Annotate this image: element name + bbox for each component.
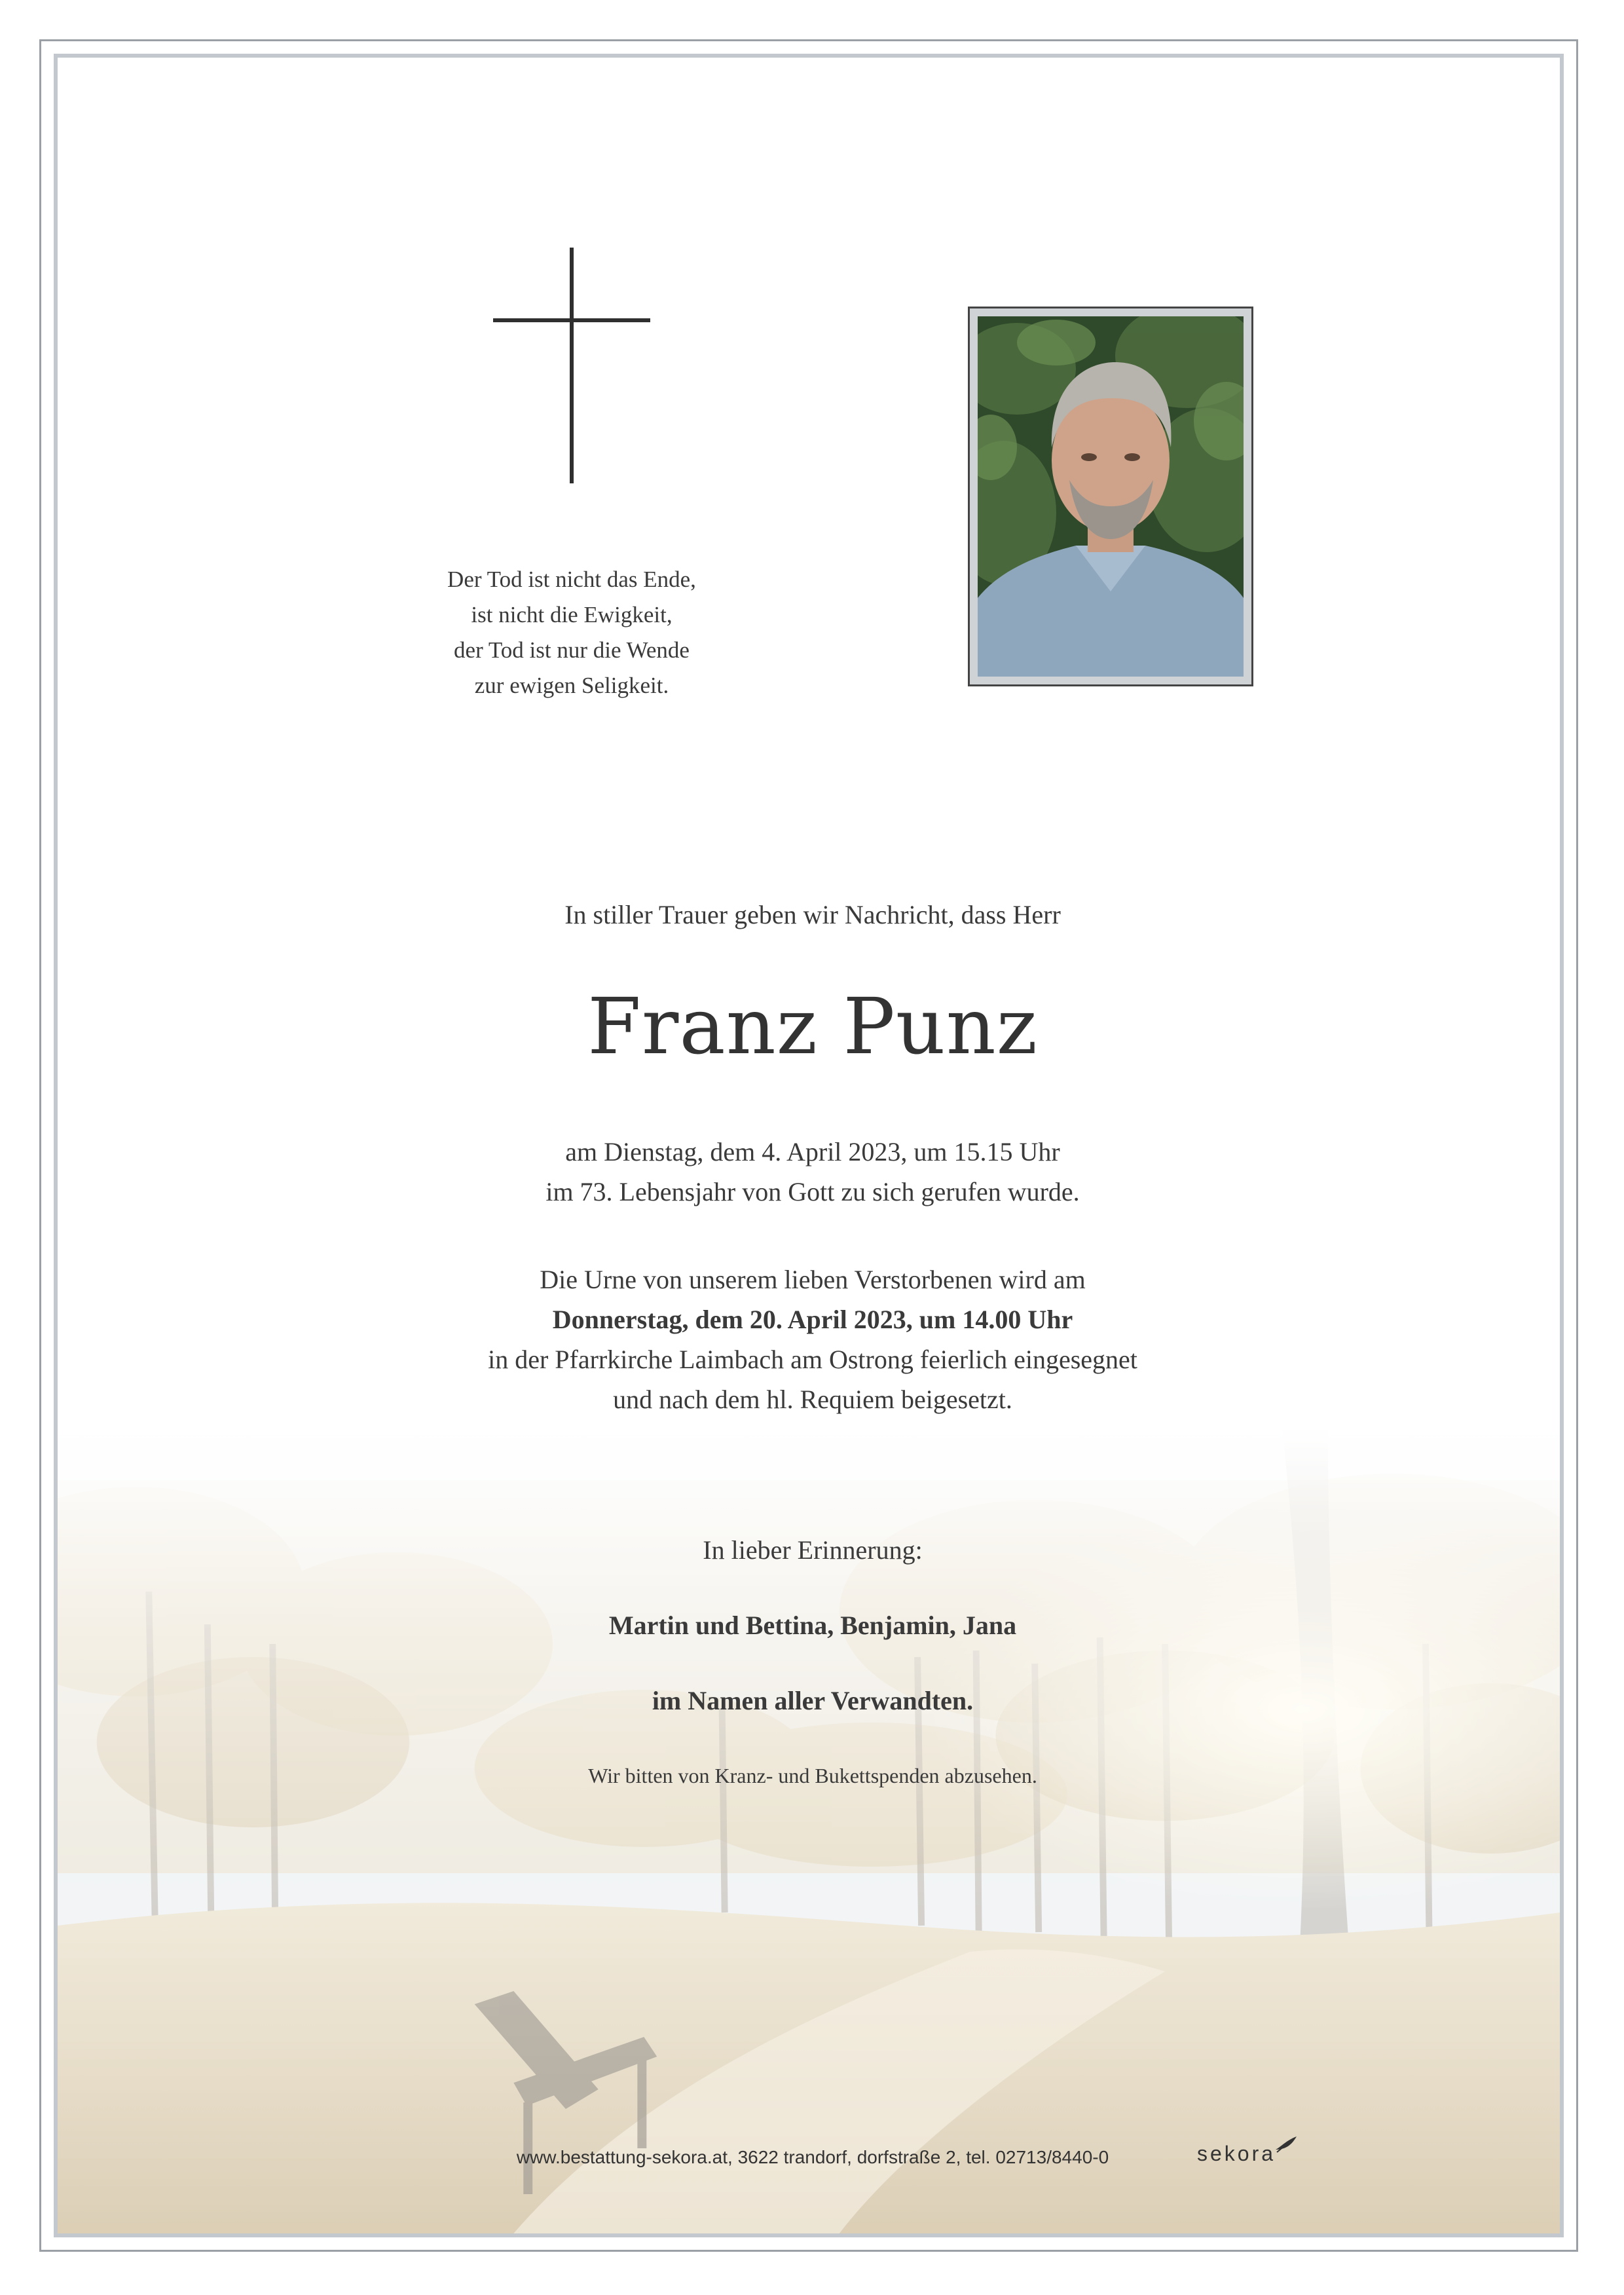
sekora-logo: sekora xyxy=(1197,2142,1276,2165)
funeral-details xyxy=(58,1259,1564,1419)
intro-text: In stiller Trauer geben wir Nachricht, dass Herr xyxy=(564,900,1061,929)
age-line: im 73. Lebensjahr von Gott zu sich gerufen wurde. xyxy=(545,1177,1080,1206)
footer-contact: www.bestattung-sekora.at, 3622 trandorf, dorfstraße 2, tel. 02713/8440-0 xyxy=(516,2147,1109,2167)
poem-line: Der Tod ist nicht das Ende, xyxy=(447,567,696,592)
portrait-photo xyxy=(978,316,1244,677)
memory-heading: In lieber Erinnerung: xyxy=(703,1535,923,1565)
funeral-line: und nach dem hl. Requiem beigesetzt. xyxy=(613,1385,1012,1414)
poem-line: der Tod ist nur die Wende xyxy=(454,637,690,663)
poem-line: ist nicht die Ewigkeit, xyxy=(471,602,673,627)
portrait-photo-frame xyxy=(968,307,1253,686)
funeral-line: Die Urne von unserem lieben Verstorbenen wird am xyxy=(540,1265,1086,1294)
cross-icon xyxy=(493,248,650,483)
donation-request: Wir bitten von Kranz- und Bukettspenden abzusehen. xyxy=(588,1764,1037,1787)
poem xyxy=(372,562,771,703)
deceased-name: Franz Punz xyxy=(587,981,1038,1072)
death-details xyxy=(58,1132,1564,1212)
funeral-location: in der Pfarrkirche Laimbach am Ostrong feierlich eingesegnet xyxy=(488,1345,1137,1374)
obituary-card xyxy=(54,54,1564,2237)
family-names: Martin und Bettina, Benjamin, Jana xyxy=(608,1611,1017,1640)
funeral-date: Donnerstag, dem 20. April 2023, um 14.00 Uhr xyxy=(552,1305,1073,1334)
poem-line: zur ewigen Seligkeit. xyxy=(474,673,669,698)
leaf-icon xyxy=(1274,2134,1298,2154)
relatives-line: im Namen aller Verwandten. xyxy=(652,1686,974,1715)
death-date-line: am Dienstag, dem 4. April 2023, um 15.15 Uhr xyxy=(565,1137,1060,1166)
